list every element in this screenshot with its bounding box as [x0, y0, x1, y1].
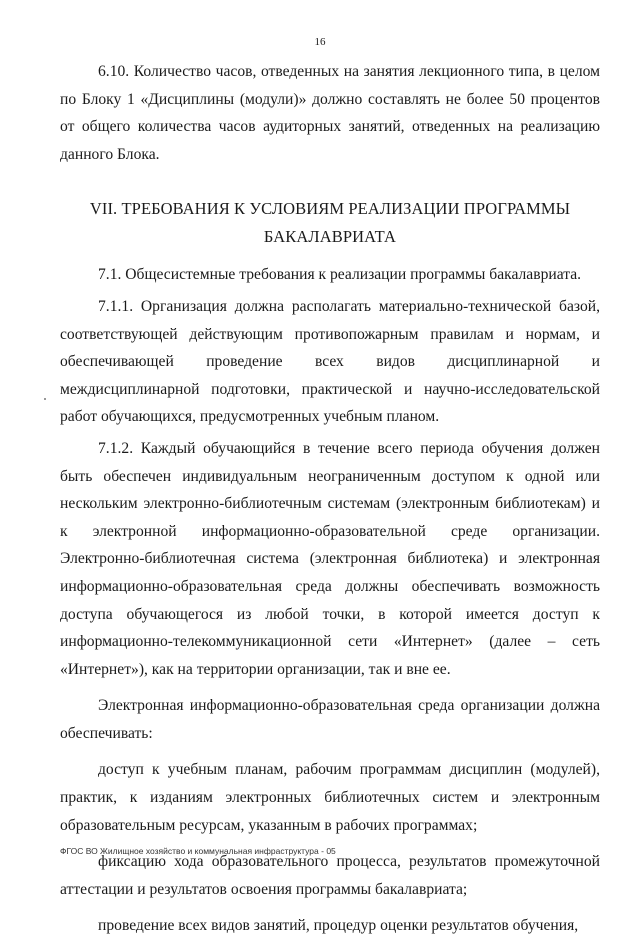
paragraph-7-1-1: 7.1.1. Организация должна располагать материально-технической базой, соответствующей действующим противопожарным правилам и нормам, и обеспечивающей проведение всех видов дисциплинарной и междисциплинарной подготовки, практической и научно-исследовательской работ обучающихся, предусмотренных учебным планом. [60, 297, 600, 426]
paragraph-fixation: фиксацию хода образовательного процесса, результатов промежуточной аттестации и результатов освоения программы бакалавриата; [60, 853, 600, 898]
paragraph-6-10: 6.10. Количество часов, отведенных на занятия лекционного типа, в целом по Блоку 1 «Дисциплины (модули)» должно составлять не более 50 процентов от общего количества часов аудиторных занятий, отведенных на реализацию данного Блока. [60, 63, 600, 163]
footer-text: ФГОС ВО Жилищное хозяйство и коммунальная инфраструктура - 05 [60, 846, 336, 856]
section-title-line-2: БАКАЛАВРИАТА [263, 227, 397, 247]
paragraph-7-1-2: 7.1.2. Каждый обучающийся в течение всего периода обучения должен быть обеспечен индивидуальным неограниченным доступом к одной или нескольким электронно-библиотечным системам (электронным библиотекам) и к электронной информационно-образовательной среде организации. Электронно-библиотечная система (электронная библиотека) и электронная информационно-образовательная среда должны обеспечивать возможность доступа обучающегося из любой точки, в которой имеется доступ к информационно-телекоммуникационной сети «Интернет» (далее – сеть «Интернет»), как на территории организации, так и вне ее. [60, 439, 600, 678]
paragraph-7-1: 7.1. Общесистемные требования к реализации программы бакалавриата. [98, 266, 582, 284]
document-body [60, 58, 600, 940]
paragraph-environment: Электронная информационно-образовательная среда организации должна обеспечивать: [60, 697, 600, 742]
page-number: 16 [314, 36, 326, 48]
scan-speck [44, 398, 46, 400]
section-title [60, 195, 600, 251]
section-title-line-1: VII. ТРЕБОВАНИЯ К УСЛОВИЯМ РЕАЛИЗАЦИИ ПРОГРАММЫ [89, 199, 571, 219]
paragraph-conduct: проведение всех видов занятий, процедур оценки результатов обучения, [98, 917, 579, 935]
paragraph-access: доступ к учебным планам, рабочим программам дисциплин (модулей), практик, к изданиям электронных библиотечных систем и электронным образовательным ресурсам, указанным в рабочих программах; [60, 761, 600, 834]
